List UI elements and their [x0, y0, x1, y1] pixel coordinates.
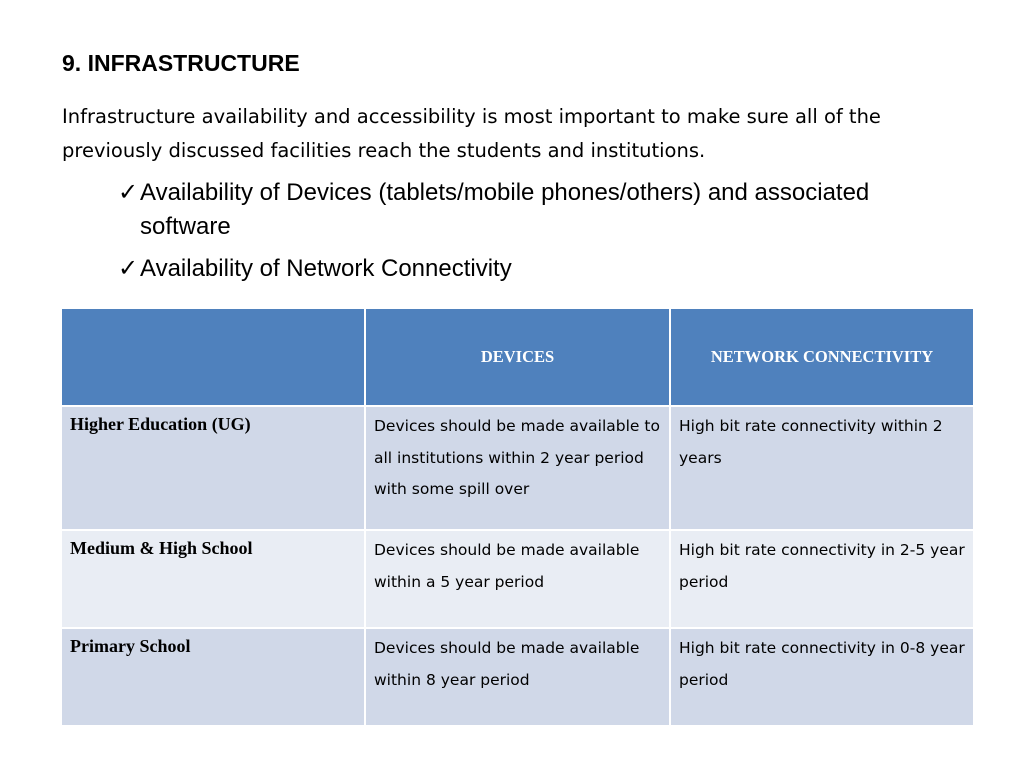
devices-cell: Devices should be made available to all institutions within 2 year period with some spill over	[365, 406, 670, 530]
devices-cell: Devices should be made available within 8 year period	[365, 628, 670, 726]
devices-cell: Devices should be made available within a 5 year period	[365, 530, 670, 628]
bullet-list	[118, 176, 898, 294]
row-label: Medium & High School	[61, 530, 365, 628]
table-row	[61, 406, 974, 530]
header-cell-empty	[61, 308, 365, 406]
network-cell: High bit rate connectivity in 2-5 year period	[670, 530, 974, 628]
network-cell: High bit rate connectivity in 0-8 year period	[670, 628, 974, 726]
intro-paragraph: Infrastructure availability and accessibility is most important to make sure all of the previously discussed facilities reach the students and institutions.	[62, 105, 881, 162]
header-cell-devices: DEVICES	[365, 308, 670, 406]
checkmark-icon: ✓	[118, 179, 139, 206]
row-label: Primary School	[61, 628, 365, 726]
bullet-item	[118, 176, 898, 244]
table-row	[61, 628, 974, 726]
table-row	[61, 530, 974, 628]
header-cell-network: NETWORK CONNECTIVITY	[670, 308, 974, 406]
infrastructure-table	[60, 307, 975, 727]
row-label: Higher Education (UG)	[61, 406, 365, 530]
network-cell: High bit rate connectivity within 2 years	[670, 406, 974, 530]
bullet-text: Availability of Devices (tablets/mobile phones/others) and associated software	[140, 179, 870, 240]
bullet-item	[118, 252, 898, 286]
slide-title: 9. INFRASTRUCTURE	[62, 50, 300, 76]
checkmark-icon: ✓	[118, 255, 139, 282]
bullet-text: Availability of Network Connectivity	[140, 255, 512, 282]
table-header-row	[61, 308, 974, 406]
